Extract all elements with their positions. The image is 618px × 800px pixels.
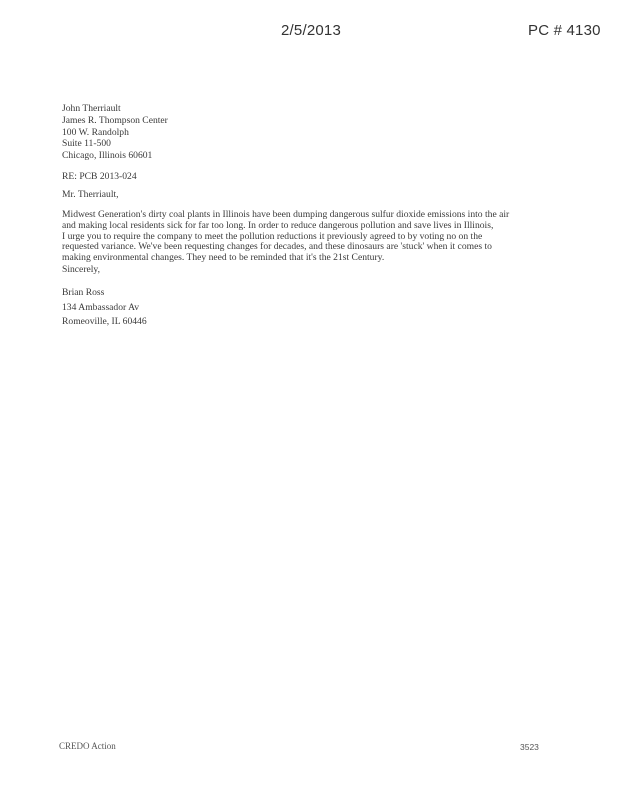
sender-line: Romeoville, IL 60446: [62, 316, 147, 327]
sender-line: 134 Ambassador Av: [62, 301, 140, 313]
body-line: making environmental changes. They need to be reminded that it's the 21st Century.: [62, 253, 385, 264]
header-date: 2/5/2013: [281, 22, 341, 39]
reference-line: RE: PCB 2013-024: [62, 171, 137, 182]
sender-address: [62, 286, 550, 330]
sender-line: Brian Ross: [62, 287, 105, 298]
closing: Sincerely,: [62, 264, 101, 275]
body-line: requested variance. We've been requesting changes for decades, and these dinosaurs are 'stuck' when it comes to: [62, 242, 492, 253]
address-line: John Therriault: [62, 103, 121, 114]
body-line: Midwest Generation's dirty coal plants in Illinois have been dumping dangerous sulfur dioxide emissions into the air: [62, 210, 510, 220]
body-line: I urge you to require the company to meet the pollution reductions it previously agreed to by voting no on the: [62, 231, 483, 242]
header-pc-number: PC # 4130: [528, 22, 601, 39]
address-line: 100 W. Randolph: [62, 126, 129, 138]
footer-source: CREDO Action: [59, 741, 116, 751]
footer-page-number: 3523: [520, 742, 539, 752]
address-line: Chicago, Illinois 60601: [62, 150, 153, 162]
letter-body: [62, 210, 550, 264]
address-line: Suite 11-500: [62, 138, 111, 150]
address-line: James R. Thompson Center: [62, 114, 168, 126]
recipient-address: [62, 103, 550, 162]
body-line: and making local residents sick for far too long. In order to reduce dangerous pollution and save lives in Illinois,: [62, 220, 494, 231]
salutation: Mr. Therriault,: [62, 189, 119, 200]
